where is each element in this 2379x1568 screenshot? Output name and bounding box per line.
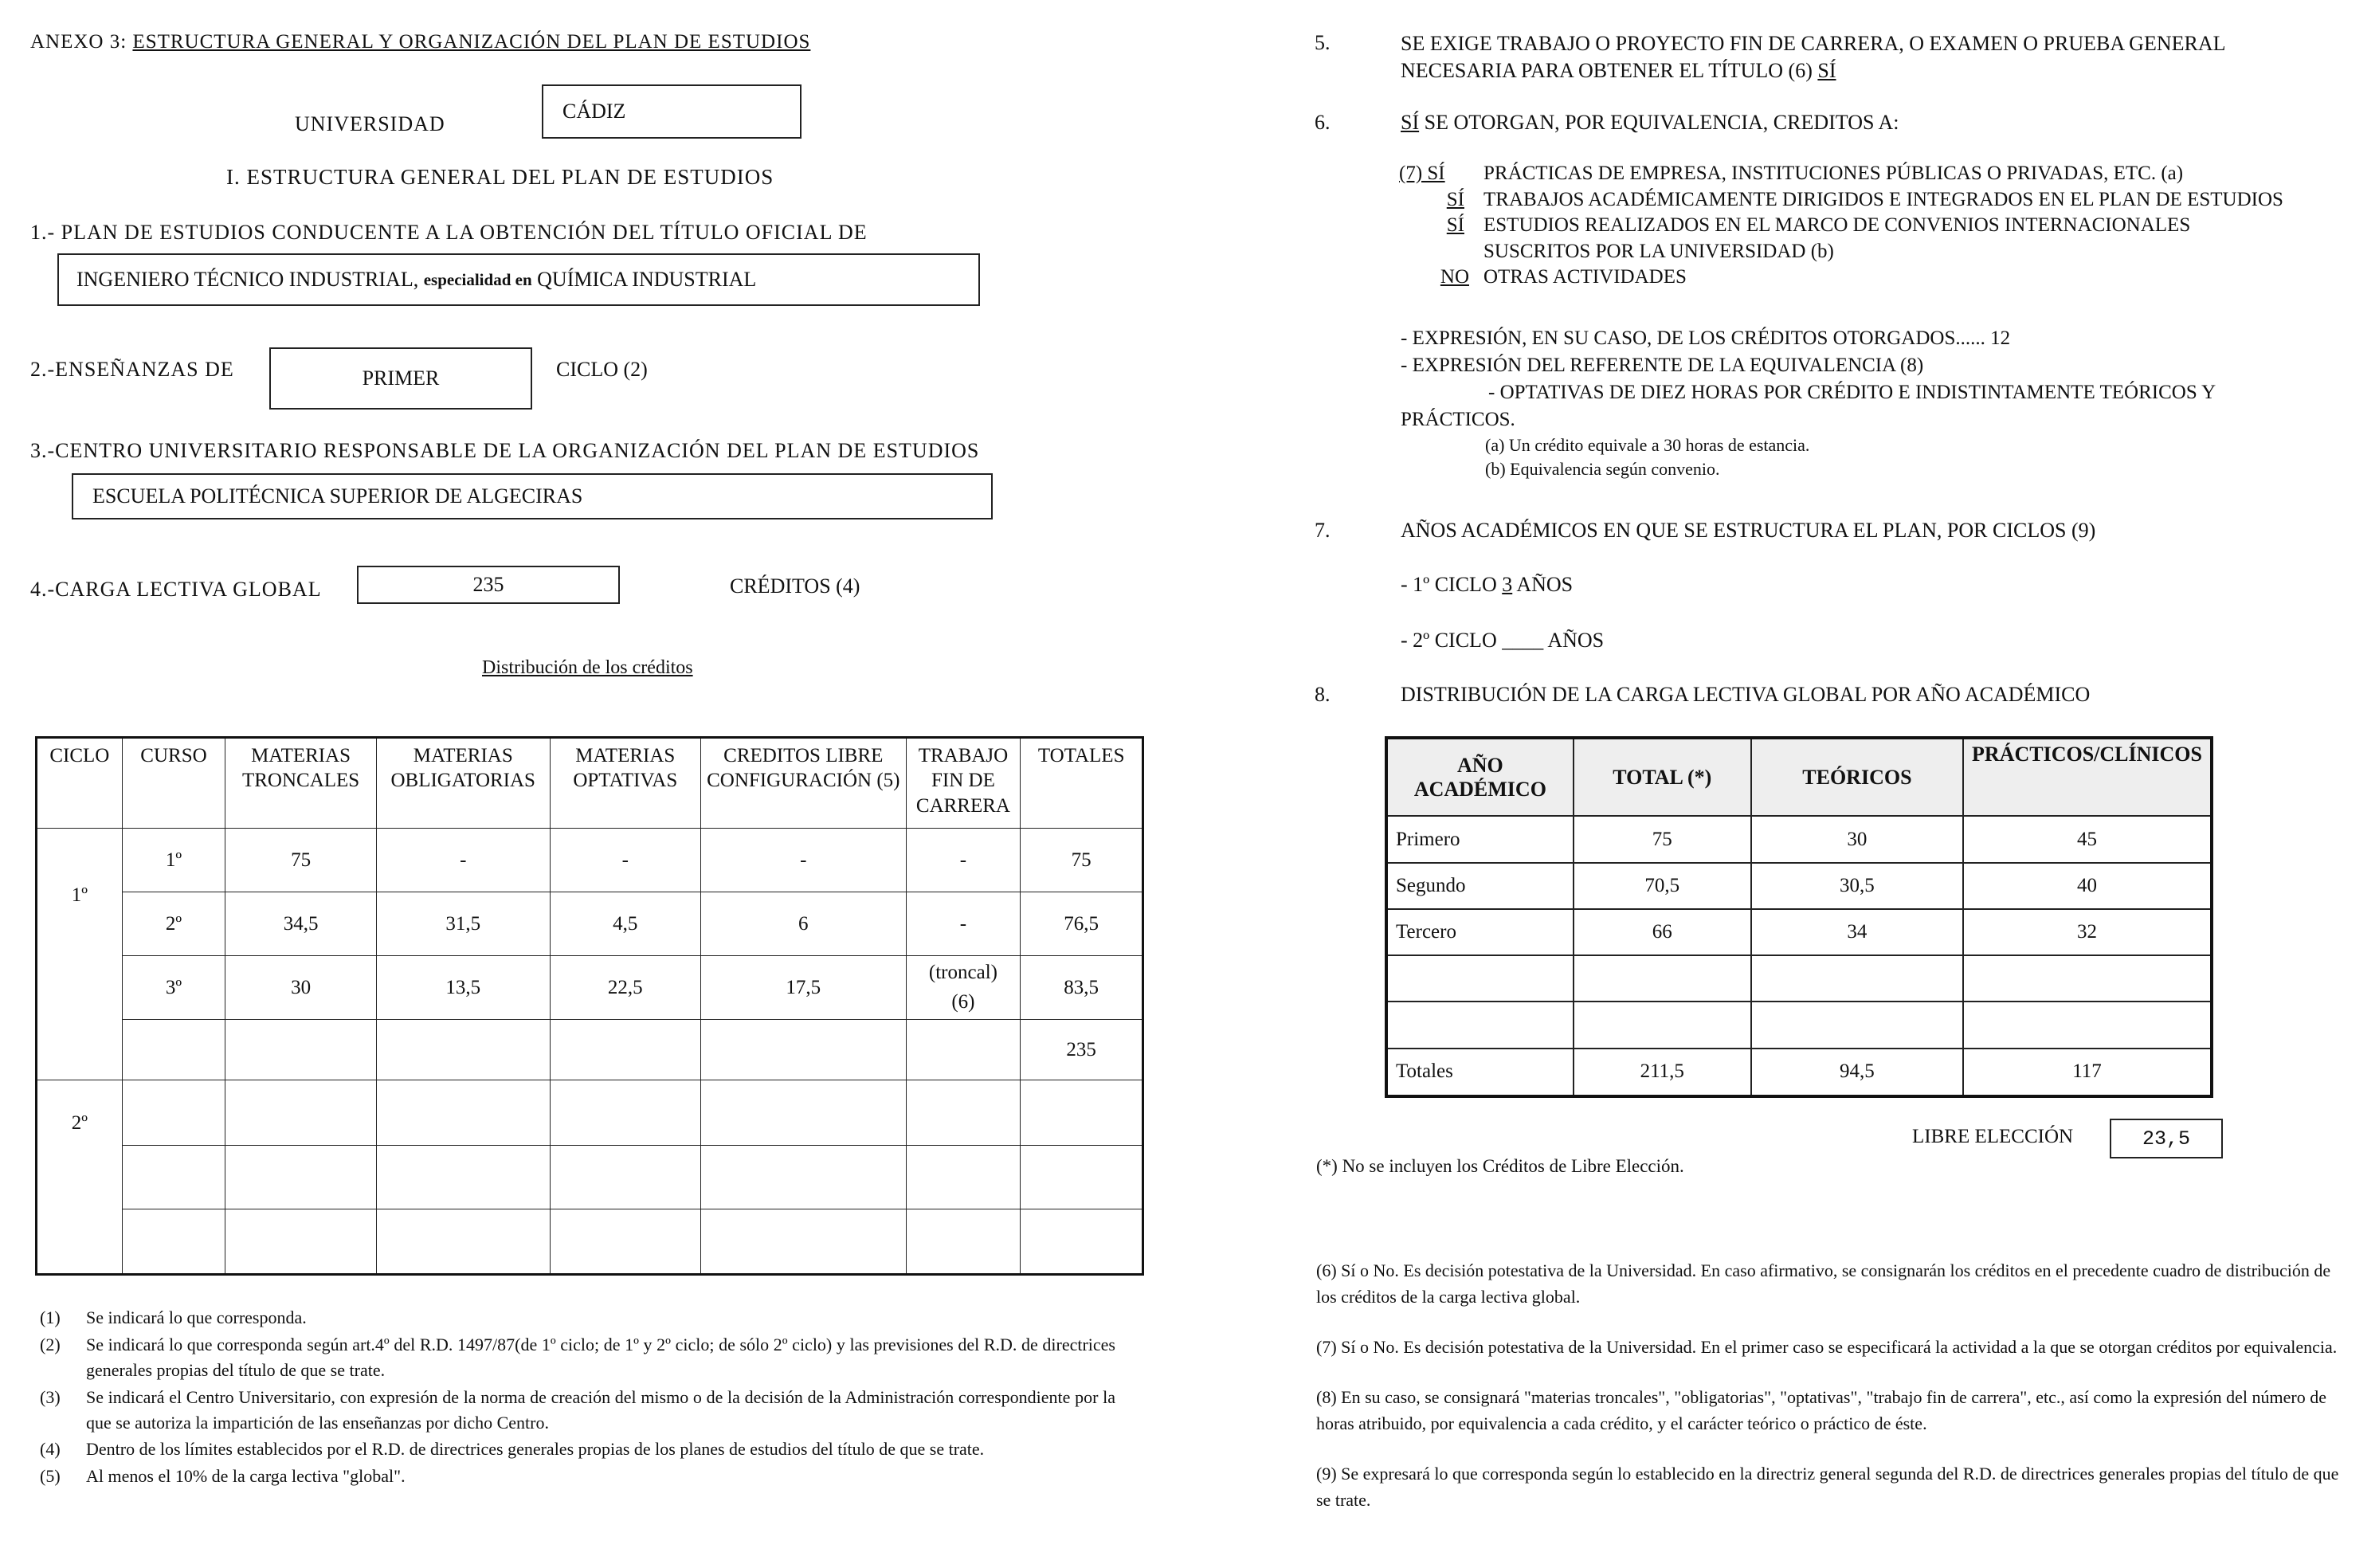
practicos-cell: 32: [1963, 909, 2212, 955]
table-row: [37, 1080, 1143, 1146]
ciclo2-years: [1401, 628, 1604, 653]
table-row: [1386, 1049, 2212, 1096]
ciclo2-label: - 2º CICLO: [1401, 629, 1497, 652]
libre-label: LIBRE ELECCIÓN: [1912, 1126, 2074, 1147]
item8-text: DISTRIBUCIÓN DE LA CARGA LECTIVA GLOBAL POR AÑO ACADÉMICO: [1401, 683, 2091, 706]
expr-practicos: PRÁCTICOS.: [1401, 409, 1515, 430]
equiv-text: OTRAS ACTIVIDADES: [1483, 266, 1687, 288]
empty-cell: [376, 1209, 550, 1275]
note-6: (6) Sí o No. Es decisión potestativa de la Universidad. En caso afirmativo, se consignarán los créditos en el precedente cuadro de distribución de los créditos de la carga lectiva global.: [1316, 1260, 2331, 1307]
trabajo-cell: [906, 956, 1021, 1020]
obligatorias-cell: 13,5: [376, 956, 550, 1020]
item1-label: 1.- PLAN DE ESTUDIOS CONDUCENTE A LA OBTENCIÓN DEL TÍTULO OFICIAL DE: [30, 221, 868, 244]
equiv-mark: SÍ: [1446, 188, 1464, 210]
header-troncales: MATERIAS TRONCALES: [225, 738, 377, 829]
titulo-value-b: especialidad en: [423, 269, 532, 289]
expr-creditos: - EXPRESIÓN, EN SU CASO, DE LOS CRÉDITOS OTORGADOS...... 12: [1401, 327, 2011, 349]
empty-cell: [376, 1080, 550, 1146]
item5-line1: SE EXIGE TRABAJO O PROYECTO FIN DE CARRERA, O EXAMEN O PRUEBA GENERAL: [1401, 32, 2226, 55]
footnote-text: Se indicará el Centro Universitario, con expresión de la norma de creación del mismo o de la decisión de la Administración correspondiente por la que se autoriza la impartición de las enseñanzas por dicho Centro.: [86, 1386, 1115, 1433]
equivalence-expression: [1401, 325, 2216, 481]
empty-cell: [906, 1209, 1021, 1275]
table-row: [1386, 816, 2212, 862]
trabajo-troncal: (troncal): [928, 962, 997, 984]
teoricos-cell: 30: [1751, 816, 1963, 862]
ciclo1-value: 3: [1502, 573, 1513, 596]
ciclo2-suffix: AÑOS: [1547, 629, 1605, 652]
note-a: (a) Un crédito equivale a 30 horas de estancia.: [1485, 435, 1810, 455]
teoricos-cell: 30,5: [1751, 863, 1963, 909]
ano-cell: [1386, 955, 1574, 1002]
total-cell: 235: [1021, 1020, 1143, 1080]
annex-heading: ESTRUCTURA GENERAL Y ORGANIZACIÓN DEL PLAN DE ESTUDIOS: [132, 31, 811, 53]
item4-label: 4.-CARGA LECTIVA GLOBAL: [30, 578, 322, 601]
footnote-number: (2): [40, 1334, 61, 1354]
empty-cell: [122, 1146, 225, 1209]
table-row: [37, 1020, 1143, 1080]
empty-cell: [550, 1080, 700, 1146]
note-9: (9) Se expresará lo que corresponda según lo establecido en la directriz general segunda del R.D. de directrices generales propias del título de que se trate.: [1316, 1464, 2339, 1510]
equiv-item: [1399, 265, 2283, 291]
footnote: [40, 1385, 1115, 1436]
practicos-cell: [1963, 955, 2212, 1002]
empty-cell: [1021, 1080, 1143, 1146]
empty-cell: [550, 1146, 700, 1209]
empty-cell: [1021, 1209, 1143, 1275]
item5-answer: SÍ: [1817, 58, 1836, 82]
item8-number: 8.: [1315, 683, 1331, 706]
equiv-text: PRÁCTICAS DE EMPRESA, INSTITUCIONES PÚBLICAS O PRIVADAS, ETC. (a): [1483, 163, 2184, 184]
header-teoricos: TEÓRICOS: [1751, 738, 1963, 816]
header-curso: CURSO: [122, 738, 225, 829]
total-cell: 211,5: [1574, 1049, 1751, 1096]
trabajo-cell: -: [906, 829, 1021, 892]
equivalence-list: [1399, 161, 2283, 291]
carga-value: 235: [472, 573, 504, 596]
practicos-cell: 40: [1963, 863, 2212, 909]
table-row: [37, 892, 1143, 956]
equiv-item: [1399, 213, 2283, 239]
ciclo1-years: [1401, 572, 1573, 597]
item5-line2: [1401, 57, 2225, 84]
troncales-cell: 75: [225, 829, 377, 892]
section-title: I. ESTRUCTURA GENERAL DEL PLAN DE ESTUDIOS: [226, 165, 774, 189]
header-trabajo: TRABAJO FIN DE CARRERA: [906, 738, 1021, 829]
footnote-text: Se indicará lo que corresponda según art.4º del R.D. 1497/87(de 1º ciclo; de 1º y 2º ciclo; de sólo 2º ciclo) y las previsiones del R.D. de directrices generales propias del título de que se trate.: [86, 1334, 1115, 1380]
footnote: [40, 1332, 1115, 1383]
footnote-text: Se indicará lo que corresponda.: [86, 1307, 307, 1327]
practicos-cell: [1963, 1002, 2212, 1048]
teoricos-cell: [1751, 955, 1963, 1002]
table-row: [37, 956, 1143, 1020]
equiv-text: ESTUDIOS REALIZADOS EN EL MARCO DE CONVENIOS INTERNACIONALES: [1483, 214, 2191, 236]
empty-cell: [701, 1080, 907, 1146]
header-ciclo: CICLO: [37, 738, 123, 829]
star-note: (*) No se incluyen los Créditos de Libre Elección.: [1316, 1156, 1684, 1176]
item6-answer: SÍ: [1401, 111, 1420, 134]
annex-title: [30, 30, 810, 54]
table-header-row: [37, 738, 1143, 829]
item5-number: 5.: [1315, 31, 1331, 54]
empty-cell: [122, 1209, 225, 1275]
titulo-value-a: INGENIERO TÉCNICO INDUSTRIAL,: [76, 268, 419, 291]
empty-cell: [225, 1080, 377, 1146]
empty-cell: [225, 1209, 377, 1275]
trabajo-cell: -: [906, 892, 1021, 956]
empty-cell: [701, 1209, 907, 1275]
item6-label: SE OTORGAN, POR EQUIVALENCIA, CREDITOS A:: [1424, 111, 1899, 134]
curso-cell: 3º: [122, 956, 225, 1020]
ensenanzas-field: [269, 347, 532, 410]
centro-value: ESCUELA POLITÉCNICA SUPERIOR DE ALGECIRAS: [92, 484, 583, 508]
curso-cell: [122, 1020, 225, 1080]
equiv-item: [1399, 239, 2283, 265]
libre-cell: 6: [701, 892, 907, 956]
footnote-number: (4): [40, 1439, 61, 1460]
universidad-label: UNIVERSIDAD: [295, 112, 445, 135]
practicos-cell: 117: [1963, 1049, 2212, 1096]
obligatorias-cell: -: [376, 829, 550, 892]
annex-prefix: ANEXO 3:: [30, 31, 127, 53]
ano-cell: Tercero: [1386, 909, 1574, 955]
item6-number: 6.: [1315, 111, 1331, 134]
total-cell: 66: [1574, 909, 1751, 955]
footnote-number: (1): [40, 1307, 61, 1327]
total-cell: [1574, 1002, 1751, 1048]
equiv-item: [1399, 187, 2283, 214]
equiv-mark: SÍ: [1446, 214, 1464, 236]
footnote: [40, 1464, 1115, 1489]
ciclo-2-cell: 2º: [37, 1080, 123, 1275]
table-header-row: [1386, 738, 2212, 816]
left-footnotes: [40, 1305, 1115, 1489]
ano-cell: Totales: [1386, 1049, 1574, 1096]
centro-field: [72, 473, 993, 519]
header-ano: AÑO ACADÉMICO: [1386, 738, 1574, 816]
expr-optativas: - OPTATIVAS DE DIEZ HORAS POR CRÉDITO E INDISTINTAMENTE TEÓRICOS Y: [1488, 382, 2216, 403]
footnote: [40, 1305, 1115, 1331]
table-row: [37, 1209, 1143, 1275]
libre-cell: [701, 1020, 907, 1080]
optativas-cell: [550, 1020, 700, 1080]
table-row: [1386, 863, 2212, 909]
table-row: [1386, 955, 2212, 1002]
ensenanzas-value: PRIMER: [362, 367, 440, 390]
teoricos-cell: [1751, 1002, 1963, 1048]
universidad-field: [542, 84, 801, 139]
header-total: TOTAL (*): [1574, 738, 1751, 816]
troncales-cell: 30: [225, 956, 377, 1020]
ano-cell: Segundo: [1386, 863, 1574, 909]
teoricos-cell: 94,5: [1751, 1049, 1963, 1096]
item3-label: 3.-CENTRO UNIVERSITARIO RESPONSABLE DE LA ORGANIZACIÓN DEL PLAN DE ESTUDIOS: [30, 439, 980, 462]
equiv-mark: (7) SÍ: [1399, 163, 1445, 184]
totales-cell: 76,5: [1021, 892, 1143, 956]
item7-text: AÑOS ACADÉMICOS EN QUE SE ESTRUCTURA EL PLAN, POR CICLOS (9): [1401, 519, 2096, 542]
item5-text: [1401, 30, 2225, 84]
empty-cell: [701, 1146, 907, 1209]
item2-suffix: CICLO (2): [556, 358, 648, 381]
empty-cell: [376, 1146, 550, 1209]
obligatorias-cell: [376, 1020, 550, 1080]
total-cell: [1574, 955, 1751, 1002]
equiv-item: [1399, 161, 2283, 187]
item6-text: [1401, 110, 1899, 135]
ano-cell: Primero: [1386, 816, 1574, 862]
libre-cell: -: [701, 829, 907, 892]
ano-cell: [1386, 1002, 1574, 1048]
ciclo1-label: - 1º CICLO: [1401, 573, 1497, 596]
obligatorias-cell: 31,5: [376, 892, 550, 956]
optativas-cell: -: [550, 829, 700, 892]
annual-load-table: [1385, 736, 2213, 1098]
item7-number: 7.: [1315, 519, 1331, 542]
titulo-field: [57, 253, 980, 306]
empty-cell: [1021, 1146, 1143, 1209]
header-practicos: PRÁCTICOS/CLÍNICOS: [1963, 738, 2212, 816]
empty-cell: [225, 1146, 377, 1209]
equiv-text: SUSCRITOS POR LA UNIVERSIDAD (b): [1483, 240, 1834, 262]
header-totales: TOTALES: [1021, 738, 1143, 829]
equiv-text: TRABAJOS ACADÉMICAMENTE DIRIGIDOS E INTEGRADOS EN EL PLAN DE ESTUDIOS: [1483, 188, 2283, 210]
empty-cell: [550, 1209, 700, 1275]
footnote-number: (5): [40, 1466, 61, 1487]
trabajo-note: (6): [951, 990, 975, 1013]
curso-cell: 1º: [122, 829, 225, 892]
right-notes: [1316, 1257, 2352, 1513]
totales-cell: 75: [1021, 829, 1143, 892]
header-optativas: MATERIAS OPTATIVAS: [550, 738, 700, 829]
total-cell: 70,5: [1574, 863, 1751, 909]
footnote-number: (3): [40, 1386, 61, 1407]
item2-label: 2.-ENSEÑANZAS DE: [30, 358, 234, 381]
totales-cell: 83,5: [1021, 956, 1143, 1020]
credits-table: [35, 736, 1144, 1276]
libre-cell: 17,5: [701, 956, 907, 1020]
optativas-cell: 22,5: [550, 956, 700, 1020]
note-b: (b) Equivalencia según convenio.: [1485, 458, 1720, 479]
ciclo1-suffix: AÑOS: [1516, 573, 1574, 596]
expr-referente: - EXPRESIÓN DEL REFERENTE DE LA EQUIVALENCIA (8): [1401, 355, 1924, 376]
note-7: (7) Sí o No. Es decisión potestativa de la Universidad. En el primer caso se especificará la actividad a la que se otorgan créditos por equivalencia.: [1316, 1337, 2338, 1357]
practicos-cell: 45: [1963, 816, 2212, 862]
table-row: [1386, 909, 2212, 955]
empty-cell: [906, 1146, 1021, 1209]
carga-field: [357, 566, 620, 604]
header-obligatorias: MATERIAS OBLIGATORIAS: [376, 738, 550, 829]
table-row: [37, 1146, 1143, 1209]
total-cell: 75: [1574, 816, 1751, 862]
teoricos-cell: 34: [1751, 909, 1963, 955]
libre-value: 23,5: [2142, 1127, 2190, 1151]
empty-cell: [906, 1080, 1021, 1146]
libre-field: [2110, 1119, 2223, 1158]
table-row: [37, 829, 1143, 892]
optativas-cell: 4,5: [550, 892, 700, 956]
equiv-mark: NO: [1440, 266, 1469, 288]
troncales-cell: 34,5: [225, 892, 377, 956]
item5-line2-text: NECESARIA PARA OBTENER EL TÍTULO (6): [1401, 58, 1813, 82]
table-row: [1386, 1002, 2212, 1048]
footnote: [40, 1437, 1115, 1462]
ciclo-1-cell: 1º: [37, 829, 123, 1080]
item4-suffix: CRÉDITOS (4): [730, 574, 860, 598]
note-8: (8) En su caso, se consignará "materias troncales", "obligatorias", "optativas", "trabajo fin de carrera", etc., así como la expresión del número de horas atribuido, por equivalencia a cada crédito, y el carácter teórico o práctico de éste.: [1316, 1387, 2326, 1433]
curso-cell: 2º: [122, 892, 225, 956]
equiv-mark: [1399, 239, 1483, 265]
ciclo2-value: ____: [1502, 629, 1544, 652]
footnote-text: Dentro de los límites establecidos por el R.D. de directrices generales propias de los planes de estudios del título de que se trate.: [86, 1439, 985, 1460]
universidad-value: CÁDIZ: [562, 100, 626, 123]
header-libre: CREDITOS LIBRE CONFIGURACIÓN (5): [701, 738, 907, 829]
empty-cell: [122, 1080, 225, 1146]
trabajo-cell: [906, 1020, 1021, 1080]
footnote-text: Al menos el 10% de la carga lectiva "global".: [86, 1466, 406, 1487]
titulo-value-c: QUÍMICA INDUSTRIAL: [537, 268, 757, 291]
distribution-title: Distribución de los créditos: [482, 657, 693, 678]
troncales-cell: [225, 1020, 377, 1080]
